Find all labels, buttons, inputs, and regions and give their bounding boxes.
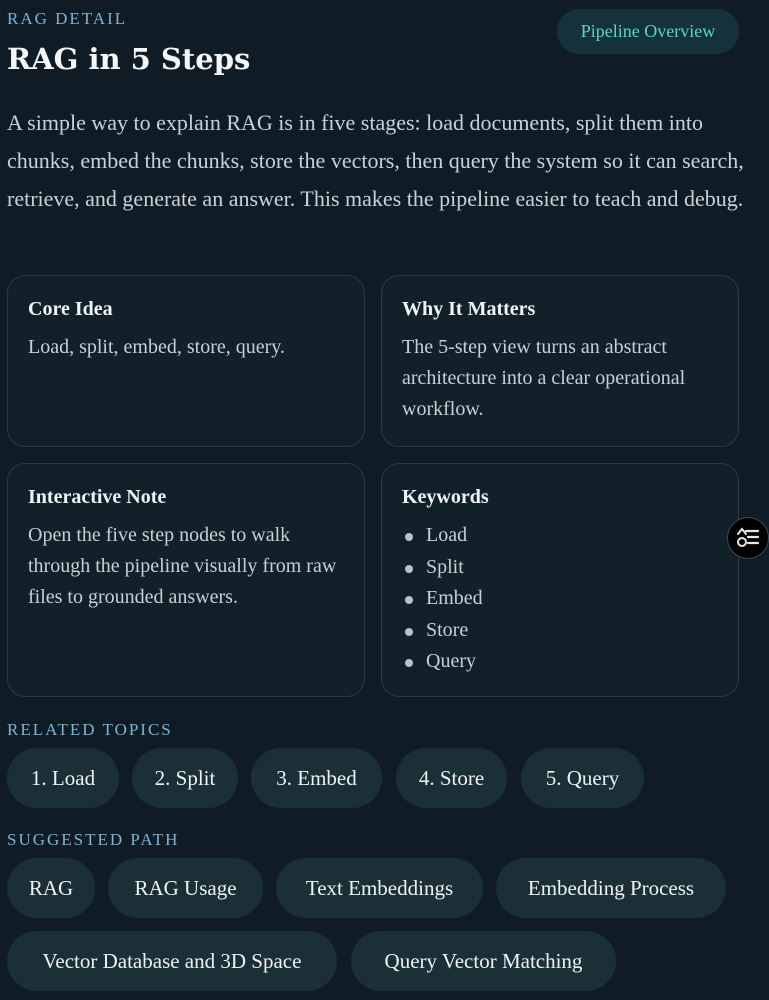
- suggested-path-chip[interactable]: Embedding Process: [496, 858, 726, 918]
- related-topic-chip[interactable]: 5. Query: [521, 748, 644, 808]
- keyword-item: Embed: [402, 583, 718, 615]
- toc-toggle-button[interactable]: [727, 517, 769, 559]
- card-core-idea: [7, 275, 365, 447]
- card-text: Open the five step nodes to walk through the pipeline visually from raw files to grounded answers.: [28, 524, 337, 608]
- card-text: Load, split, embed, store, query.: [28, 336, 285, 358]
- suggested-path-chip[interactable]: RAG Usage: [108, 858, 263, 918]
- keyword-item: Store: [402, 615, 718, 647]
- card-keywords: [381, 463, 739, 697]
- card-title: Interactive Note: [28, 486, 167, 508]
- keyword-item: Load: [402, 520, 718, 552]
- list-menu-icon: [735, 525, 761, 551]
- card-title: Why It Matters: [402, 298, 536, 320]
- suggested-path-heading: SUGGESTED PATH: [7, 830, 180, 849]
- related-topic-chip[interactable]: 4. Store: [396, 748, 507, 808]
- keyword-item: Split: [402, 552, 718, 584]
- suggested-path-chip[interactable]: Text Embeddings: [276, 858, 483, 918]
- suggested-path-chip[interactable]: RAG: [7, 858, 95, 918]
- page-title: RAG in 5 Steps: [7, 42, 251, 76]
- related-topic-chip[interactable]: 1. Load: [7, 748, 119, 808]
- related-topic-chip[interactable]: 2. Split: [132, 748, 238, 808]
- keyword-list: [402, 520, 718, 678]
- section-eyebrow: RAG DETAIL: [7, 9, 128, 28]
- related-topic-chip[interactable]: 3. Embed: [251, 748, 382, 808]
- card-title: Core Idea: [28, 298, 113, 320]
- suggested-path-chip[interactable]: Query Vector Matching: [351, 931, 616, 991]
- intro-paragraph: A simple way to explain RAG is in five stages: load documents, split them into chunks, embed the chunks, store the vectors, then query the system so it can search, retrieve, and generate an answer. This makes the pipeline easier to teach and debug.: [7, 110, 744, 211]
- card-why-it-matters: [381, 275, 739, 447]
- pipeline-overview-badge[interactable]: Pipeline Overview: [557, 9, 739, 54]
- keyword-item: Query: [402, 646, 718, 678]
- card-text: The 5-step view turns an abstract architecture into a clear operational workflow.: [402, 336, 686, 420]
- card-interactive-note: [7, 463, 365, 697]
- suggested-path-chip[interactable]: Vector Database and 3D Space: [7, 931, 337, 991]
- card-title: Keywords: [402, 486, 489, 508]
- related-topics-heading: RELATED TOPICS: [7, 720, 173, 739]
